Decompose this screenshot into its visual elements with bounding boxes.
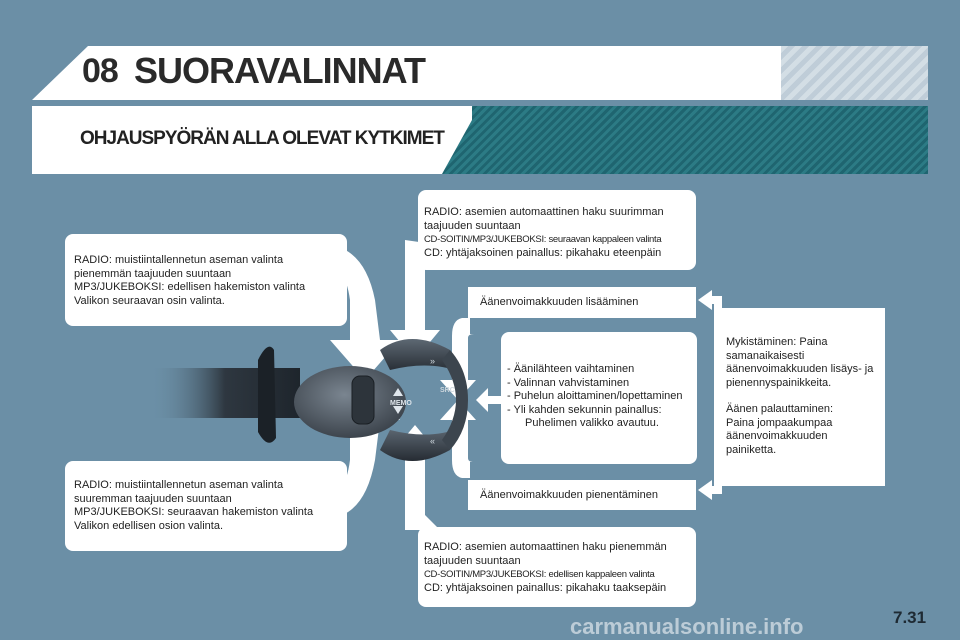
text-line: äänenvoimakkuuden lisäys- ja <box>726 363 874 375</box>
text-line: Äänen palauttaminen: <box>726 403 834 415</box>
box-middle-functions <box>501 332 697 464</box>
text-line: pienemmän taajuuden suuntaan <box>74 267 232 280</box>
stalk-collar <box>258 347 276 443</box>
volume-up-strip <box>468 287 696 318</box>
steering-control-illustration <box>150 320 480 480</box>
text-line: taajuuden suuntaan <box>424 554 521 567</box>
text-line: Valikon seuraavan osin valinta. <box>74 294 225 307</box>
text-line: RADIO: muistiintallennetun aseman valinta <box>74 254 284 266</box>
text-line: painiketta. <box>726 443 777 456</box>
fast-forward-icon: » <box>430 356 436 366</box>
box-mute <box>720 308 885 486</box>
src-label: SRC <box>440 387 455 394</box>
text-line: suuremman taajuuden suuntaan <box>74 492 232 505</box>
text-line: Mykistäminen: Paina <box>726 336 828 348</box>
watermark: carmanualsonline.info <box>570 614 804 639</box>
text-line: CD: yhtäjaksoinen painallus: pikahaku eteenpäin <box>424 246 662 259</box>
list-item: - Yli kahden sekunnin painallus: <box>507 403 662 416</box>
text-line: samanaikaisesti <box>726 349 805 362</box>
memo-wheel[interactable] <box>352 376 374 424</box>
list-item: - Valinnan vahvistaminen <box>507 376 630 389</box>
text-line: MP3/JUKEBOKSI: edellisen hakemiston valinta <box>74 281 306 293</box>
text-line: pienennyspainikkeita. <box>726 376 832 389</box>
function-list <box>507 363 693 431</box>
chapter-title: SUORAVALINNAT <box>134 50 425 91</box>
chapter-number: 08 <box>82 52 118 90</box>
text-line: äänenvoimakkuuden <box>726 430 828 442</box>
section-title: OHJAUSPYÖRÄN ALLA OLEVAT KYTKIMET <box>80 128 444 149</box>
src-ring[interactable] <box>442 350 468 450</box>
box-bottom-center <box>418 527 696 607</box>
text-line: MP3/JUKEBOKSI: seuraavan hakemiston valinta <box>74 506 314 518</box>
page-number: 7.31 <box>893 608 927 627</box>
spacer <box>726 390 881 403</box>
text-line: CD-SOITIN/MP3/JUKEBOKSI: edellisen kappaleen valinta <box>424 569 655 580</box>
text-line: CD: yhtäjaksoinen painallus: pikahaku taaksepäin <box>424 581 667 594</box>
text-line: Paina jompaakumpaa <box>726 416 833 429</box>
text-line: RADIO: muistiintallennetun aseman valinta <box>74 479 284 491</box>
text-line: RADIO: asemien automaattinen haku pienemmän <box>424 541 667 553</box>
box-top-left <box>65 234 347 326</box>
mute-connector <box>698 290 722 500</box>
list-item: - Äänilähteen vaihtaminen <box>507 363 635 375</box>
text-line: Valikon edellisen osion valinta. <box>74 519 223 532</box>
volume-up-label: Äänenvoimakkuuden lisääminen <box>480 296 639 308</box>
text-line: taajuuden suuntaan <box>424 219 521 232</box>
box-top-center <box>418 190 696 270</box>
volume-down-label: Äänenvoimakkuuden pienentäminen <box>480 489 658 501</box>
rewind-icon: « <box>430 436 436 446</box>
list-item: - Puhelun aloittaminen/lopettaminen <box>507 390 683 402</box>
text-line: CD-SOITIN/MP3/JUKEBOKSI: seuraavan kappaleen valinta <box>424 234 662 245</box>
volume-down-strip <box>468 480 696 510</box>
stalk-arm <box>150 368 300 418</box>
memo-label: MEMO <box>390 400 412 407</box>
text-line: RADIO: asemien automaattinen haku suurimman <box>424 206 664 218</box>
list-item: Puhelimen valikko avautuu. <box>525 417 659 429</box>
